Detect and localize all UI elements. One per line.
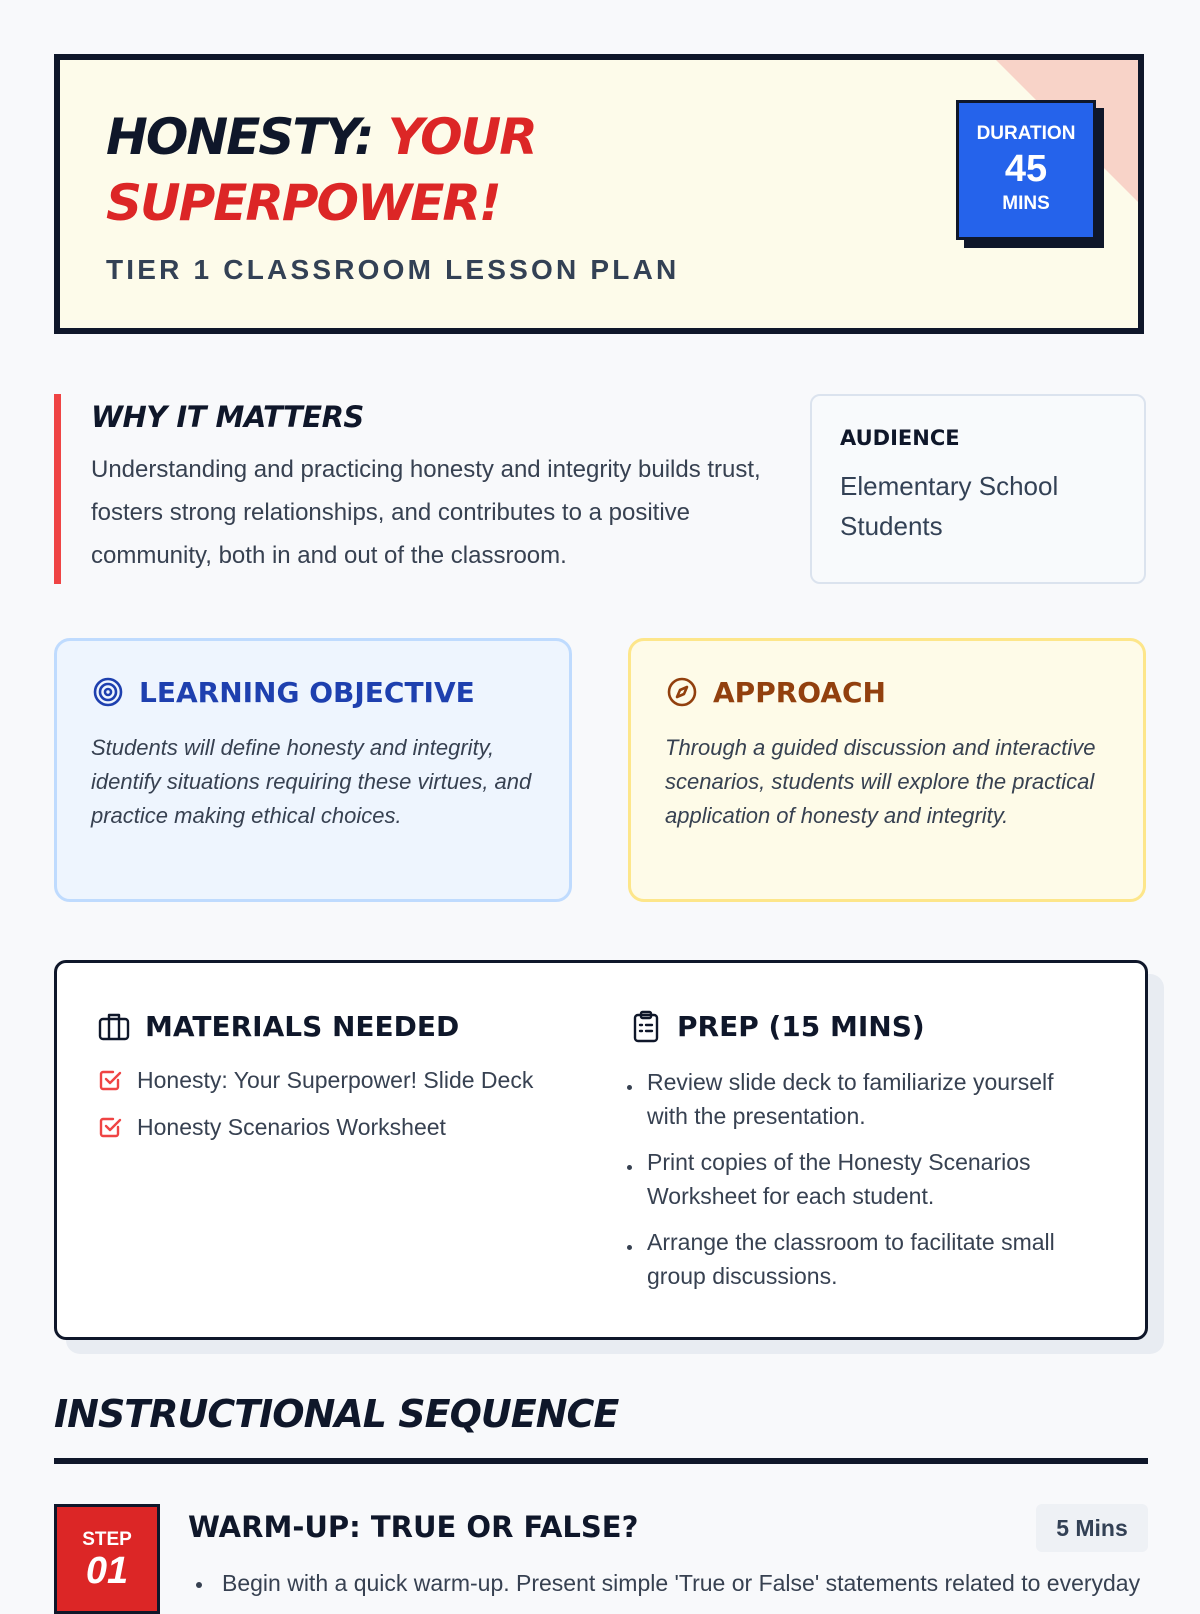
- materials-header: [97, 1009, 459, 1043]
- step-number: 01: [85, 1550, 129, 1592]
- duration-unit: MINS: [1002, 193, 1050, 214]
- objective-heading: LEARNING OBJECTIVE: [139, 675, 475, 709]
- list-item: [97, 1065, 533, 1095]
- why-it-matters-section: [54, 394, 784, 584]
- page-subtitle: TIER 1 CLASSROOM LESSON PLAN: [106, 254, 680, 285]
- approach-card: [628, 638, 1146, 902]
- learning-objective-card: [54, 638, 572, 902]
- sequence-heading: INSTRUCTIONAL SEQUENCE: [54, 1392, 619, 1436]
- section-divider: [54, 1458, 1148, 1464]
- audience-value: Elementary School Students: [840, 471, 1059, 541]
- audience-label: AUDIENCE: [840, 426, 960, 450]
- step-title: WARM-UP: TRUE OR FALSE?: [188, 1510, 639, 1544]
- checkbox-checked-icon: [97, 1114, 123, 1140]
- why-heading: WHY IT MATTERS: [91, 400, 364, 434]
- objective-body: Students will define honesty and integrity, identify situations requiring these virtues, and practice making ethical choices.: [91, 735, 532, 828]
- approach-header: [665, 675, 1109, 709]
- audience-card: [810, 394, 1146, 584]
- title-part-1: HONESTY:: [106, 108, 373, 166]
- prep-heading: PREP (15 MINS): [677, 1009, 925, 1043]
- list-item: Print copies of the Honesty Scenarios Worksheet for each student.: [625, 1145, 1095, 1213]
- duration-label: DURATION: [976, 123, 1076, 144]
- approach-heading: APPROACH: [713, 675, 886, 709]
- why-body: Understanding and practicing honesty and integrity builds trust, fosters strong relationships, and contributes to a positive community, both in and out of the classroom.: [91, 456, 761, 569]
- prep-list: [625, 1065, 1095, 1305]
- compass-icon: [665, 675, 699, 709]
- checkbox-checked-icon: [97, 1067, 123, 1093]
- target-icon: [91, 675, 125, 709]
- page-title: [106, 104, 726, 236]
- duration-badge: [956, 100, 1096, 240]
- step-label: STEP: [82, 1529, 132, 1550]
- header-banner: [54, 54, 1144, 334]
- approach-body: Through a guided discussion and interactive scenarios, students will explore the practical application of honesty and integrity.: [665, 735, 1096, 828]
- briefcase-icon: [97, 1009, 131, 1043]
- objective-header: [91, 675, 535, 709]
- step-badge: [54, 1504, 160, 1614]
- prep-header: [629, 1009, 925, 1043]
- clipboard-icon: [629, 1009, 663, 1043]
- material-item-label: Honesty: Your Superpower! Slide Deck: [137, 1067, 534, 1093]
- step-bullet-list: [188, 1568, 1148, 1598]
- list-item: [97, 1112, 533, 1142]
- materials-list: [97, 1065, 533, 1159]
- list-item: Begin with a quick warm-up. Present simple 'True or False' statements related to everyday: [188, 1568, 1148, 1598]
- duration-value: 45: [1004, 148, 1048, 190]
- step-duration-badge: 5 Mins: [1036, 1504, 1148, 1552]
- list-item: Review slide deck to familiarize yourself with the presentation.: [625, 1065, 1095, 1133]
- materials-prep-box: [54, 960, 1148, 1340]
- list-item: Arrange the classroom to facilitate small group discussions.: [625, 1225, 1095, 1293]
- title-part-2: YOUR SUPERPOWER!: [106, 108, 536, 232]
- materials-heading: MATERIALS NEEDED: [145, 1009, 460, 1043]
- material-item-label: Honesty Scenarios Worksheet: [137, 1114, 446, 1140]
